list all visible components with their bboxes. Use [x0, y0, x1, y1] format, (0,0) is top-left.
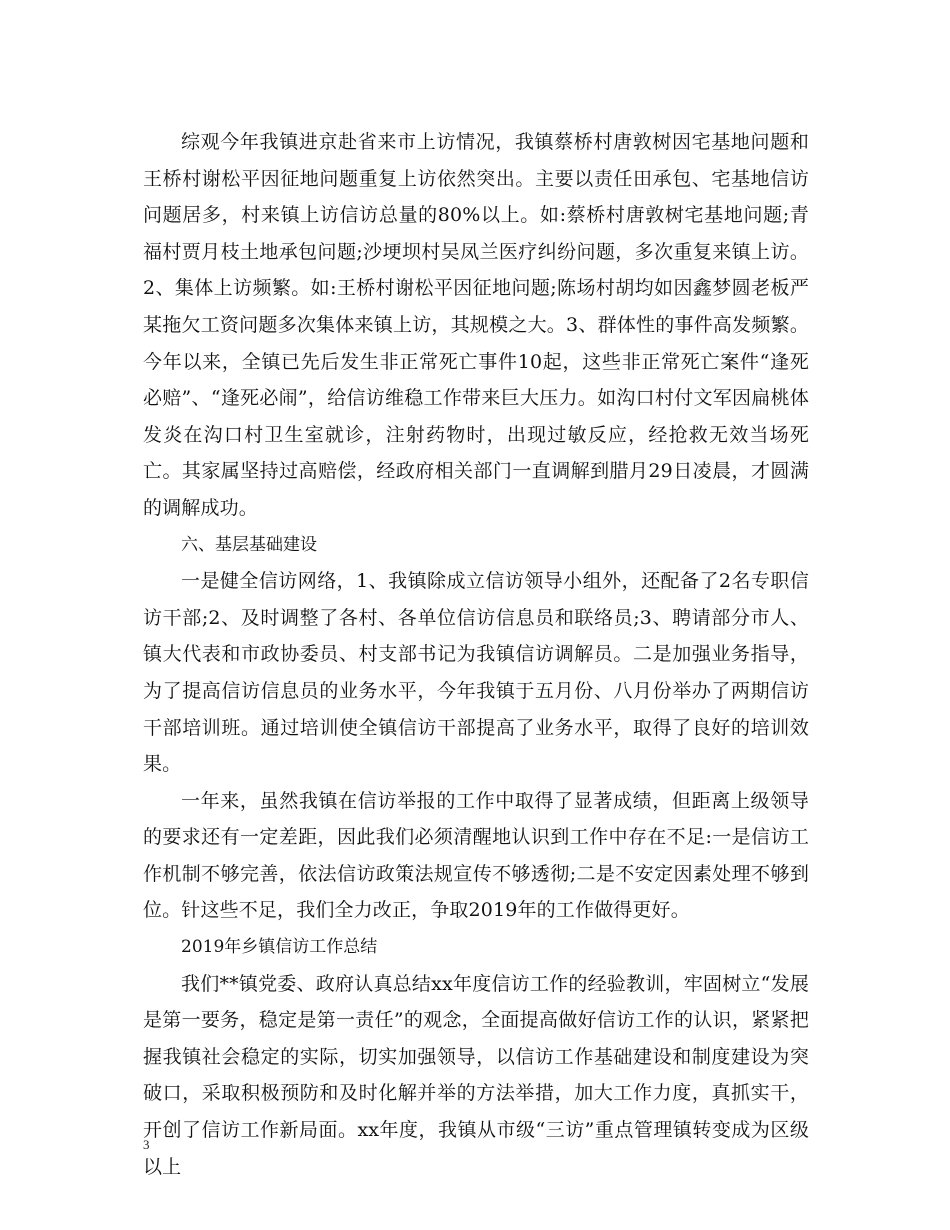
body-paragraph: 一是健全信访网络，1、我镇除成立信访领导小组外，还配备了2名专职信访干部;2、及时调整了各村、各单位信访信息员和联络员;3、聘请部分市人、镇大代表和市政协委员、村支部书记为我镇信访调解员。二是加强业务指导，为了提高信访信息员的业务水平，今年我镇于五月份、八月份举办了两期信访干部培训班。通过培训使全镇信访干部提高了业务水平，取得了良好的培训效果。 — [143, 570, 809, 776]
body-paragraph: 一年来，虽然我镇在信访举报的工作中取得了显著成绩，但距离上级领导的要求还有一定差距，因此我们必须清醒地认识到工作中存在不足:一是信访工作机制不够完善，依法信访政策法规宣传不够透彻;二是不安定因素处理不够到位。针这些不足，我们全力改正，争取2019年的工作做得更好。 — [143, 789, 809, 922]
section-heading: 六、基层基础建设 — [181, 534, 317, 555]
section-heading: 2019年乡镇信访工作总结 — [181, 937, 378, 958]
page-number: 3 — [143, 1137, 150, 1152]
body-paragraph: 我们**镇党委、政府认真总结xx年度信访工作的经验教训，牢固树立“发展是第一要务，稳定是第一责任”的观念，全面提高做好信访工作的认识，紧紧把握我镇社会稳定的实际，切实加强领导，以信访工作基础建设和制度建设为突破口，采取积极预防和及时化解并举的方法举措，加大工作力度，真抓实干，开创了信访工作新局面。xx年度，我镇从市级“三访”重点管理镇转变成为区级以上 — [143, 972, 809, 1178]
body-paragraph: 综观今年我镇进京赴省来市上访情况，我镇蔡桥村唐敦树因宅基地问题和王桥村谢松平因征地问题重复上访依然突出。主要以责任田承包、宅基地信访问题居多，村来镇上访信访总量的80%以上。如:蔡桥村唐敦树宅基地问题;青福村贾月枝土地承包问题;沙埂坝村吴凤兰医疗纠纷问题，多次重复来镇上访。2、集体上访频繁。如:王桥村谢松平因征地问题;陈场村胡均如因鑫梦圆老板严某拖欠工资问题多次集体来镇上访，其规模之大。3、群体性的事件高发频繁。今年以来，全镇已先后发生非正常死亡事件10起，这些非正常死亡案件“逢死必赔”、“逢死必闹”，给信访维稳工作带来巨大压力。如沟口村付文军因扁桃体发炎在沟口村卫生室就诊，注射药物时，出现过敏反应，经抢救无效当场死亡。其家属坚持过高赔偿，经政府相关部门一直调解到腊月29日凌晨，才圆满的调解成功。 — [143, 131, 809, 519]
document-body — [143, 124, 809, 1185]
